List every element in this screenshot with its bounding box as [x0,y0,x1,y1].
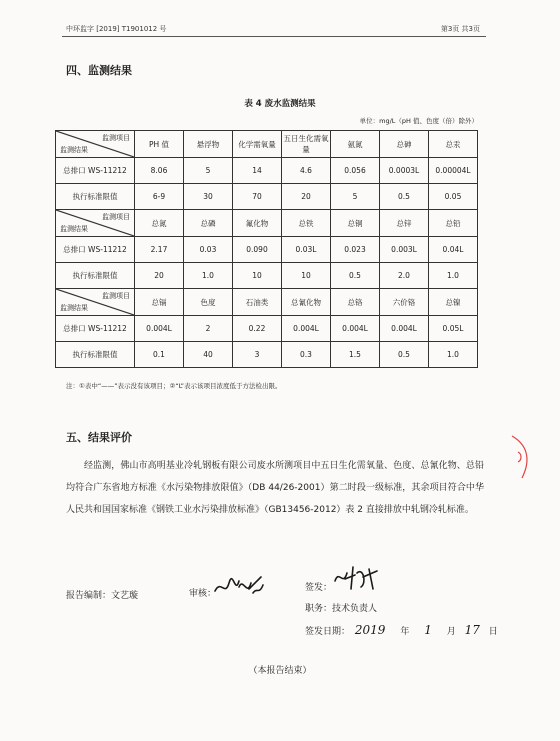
table-cell: 14 [233,158,282,184]
column-header: 总砷 [380,131,429,158]
table-cell: 2.17 [135,237,184,263]
issue-date-month: 1 [424,623,432,637]
table-cell: 0.22 [233,316,282,342]
table-title: 表 4 废水监测结果 [244,99,316,109]
diag-item-label: 监测项目 [102,292,130,300]
table-cell: 3 [233,342,282,368]
table-cell: 20 [282,184,331,210]
table-row [56,158,478,184]
table-cell: 10 [282,263,331,289]
table-cell: 2 [184,316,233,342]
diagonal-header-cell [56,289,135,316]
issue-date-year: 2019 [354,623,386,637]
row-label: 总排口 WS-11212 [56,316,135,342]
row-label: 总排口 WS-11212 [56,158,135,184]
table-cell: 0.3 [282,342,331,368]
table-cell: 1.0 [429,342,478,368]
position-label: 职务： [305,604,333,614]
column-header: 总铁 [282,210,331,237]
compiler-line [66,588,138,601]
table-footnote: 注：①表中“——”表示没有该项目；②“L”表示该项目浓度低于方法检出限。 [66,382,282,390]
diag-result-label: 监测结果 [60,225,88,233]
diagonal-header-cell [56,131,135,158]
table-cell: 10 [233,263,282,289]
column-header: 总磷 [184,210,233,237]
column-header: 总铬 [331,289,380,316]
table-cell: 0.04L [429,237,478,263]
position-value: 技术负责人 [332,604,378,614]
evaluation-paragraph: 经监测，佛山市高明基业冷轧钢板有限公司废水所测项目中五日生化需氧量、色度、总氰化物、总铅均符合广东省地方标准《水污染物排放限值》（DB 44/26-2001）第二时段一级标准，其余项目符合中华人民共和国国家标准《钢铁工业水污染排放标准》（GB13456-2012）表 2 直接排放中轧钢冷轧标准。 [66,461,484,515]
column-header: 总氮 [135,210,184,237]
table-cell: 1.5 [331,342,380,368]
column-header: 色度 [184,289,233,316]
column-header: 氨氮 [331,131,380,158]
column-header: 六价铬 [380,289,429,316]
table-row [56,316,478,342]
column-header: 总氰化物 [282,289,331,316]
issue-date-line [305,623,498,637]
table-cell: 0.090 [233,237,282,263]
row-label: 执行标准限值 [56,342,135,368]
table-cell: 0.004L [282,316,331,342]
table-cell: 5 [184,158,233,184]
table-cell: 0.00004L [429,158,478,184]
compiler-label: 报告编制： [66,591,112,601]
table-cell: 0.004L [380,316,429,342]
issue-date-label: 签发日期： [305,627,351,637]
table-cell: 30 [184,184,233,210]
year-label: 年 [400,627,410,637]
diag-item-label: 监测项目 [102,213,130,221]
reviewer-signature [213,573,265,601]
column-header: 化学需氧量 [233,131,282,158]
diag-result-label: 监测结果 [60,146,88,154]
page-number: 第3页 共3页 [440,25,480,33]
table-cell: 0.004L [331,316,380,342]
table-header-row [56,289,478,316]
row-label: 总排口 WS-11212 [56,237,135,263]
column-header: 悬浮物 [184,131,233,158]
table-cell: 0.03 [184,237,233,263]
table-cell: 0.0003L [380,158,429,184]
table-cell: 8.06 [135,158,184,184]
section-5-title: 五、结果评价 [66,431,132,444]
table-row [56,342,478,368]
table-cell: 0.023 [331,237,380,263]
day-label: 日 [488,627,498,637]
column-header: 总铅 [429,210,478,237]
column-header: 五日生化需氧量 [282,131,331,158]
table-cell: 0.5 [380,342,429,368]
table-cell: 0.5 [380,184,429,210]
report-number: 中环监字 [2019] T1901012 号 [66,25,167,33]
column-header: PH 值 [135,131,184,158]
table-cell: 0.003L [380,237,429,263]
table-cell: 0.03L [282,237,331,263]
issuer-signature [333,565,381,591]
column-header: 氟化物 [233,210,282,237]
diag-result-label: 监测结果 [60,304,88,312]
issue-date-day: 17 [464,623,480,637]
table-row [56,184,478,210]
issuer-label: 签发： [305,583,333,593]
table-cell: 70 [233,184,282,210]
table-row [56,237,478,263]
section-4-title: 四、监测结果 [66,64,132,77]
table-cell: 0.5 [331,263,380,289]
table-cell: 4.6 [282,158,331,184]
row-label: 执行标准限值 [56,184,135,210]
table-cell: 0.1 [135,342,184,368]
column-header: 总锌 [380,210,429,237]
position-line [305,601,377,614]
diagonal-header-cell [56,210,135,237]
red-seal-mark [508,432,538,482]
row-label: 执行标准限值 [56,263,135,289]
table-cell: 6-9 [135,184,184,210]
table-cell: 1.0 [429,263,478,289]
table-cell: 1.0 [184,263,233,289]
table-cell: 0.056 [331,158,380,184]
table-cell: 0.004L [135,316,184,342]
wastewater-results-table [55,130,478,368]
reviewer-label: 审核： [189,589,217,599]
table-cell: 40 [184,342,233,368]
column-header: 总镉 [135,289,184,316]
table-cell: 5 [331,184,380,210]
column-header: 总镍 [429,289,478,316]
compiler-name: 文艺璇 [111,591,139,601]
table-header-row [56,131,478,158]
report-end: （本报告结束） [248,666,312,676]
table-cell: 2.0 [380,263,429,289]
table-header-row [56,210,478,237]
table-cell: 20 [135,263,184,289]
month-label: 月 [446,627,456,637]
unit-note: 单位：mg/L（pH 值、色度（倍）除外） [359,117,478,125]
column-header: 石油类 [233,289,282,316]
table-cell: 0.05 [429,184,478,210]
diag-item-label: 监测项目 [102,134,130,142]
column-header: 总汞 [429,131,478,158]
column-header: 总铜 [331,210,380,237]
header-divider [62,36,486,37]
table-row [56,263,478,289]
table-cell: 0.05L [429,316,478,342]
